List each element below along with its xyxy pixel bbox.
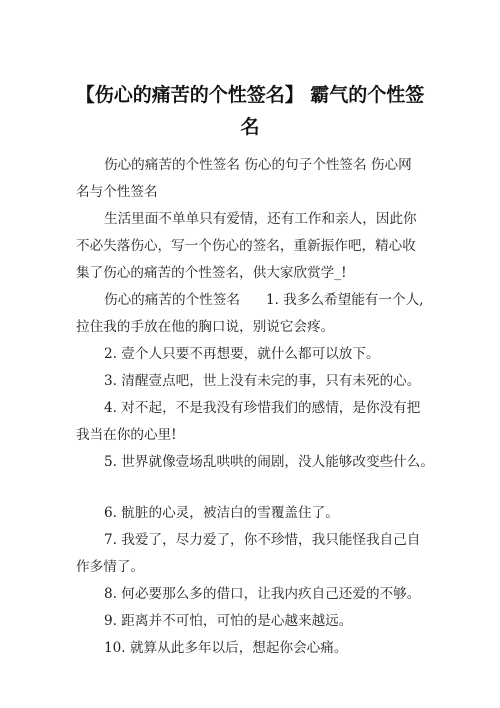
list-item-1: 1. 我多么希望能有一个人, <box>265 292 424 308</box>
list-item-1-continued: 拉住我的手放在他的胸口说，别说它会疼。 <box>76 319 335 335</box>
list-item-5: 5. 世界就像壹场乱哄哄的闹剧，没人能够改变些什么。 <box>104 454 434 470</box>
list-item-6: 6. 骯脏的心灵，被洁白的雪覆盖住了。 <box>104 505 339 521</box>
list-item-7-continued: 作多情了。 <box>76 559 144 575</box>
list-heading: 伤心的痛苦的个性签名 <box>104 292 240 308</box>
paragraph-line-3: 集了伤心的痛苦的个性签名，供大家欣赏学_! <box>76 265 347 281</box>
intro-line-2: 名与个性签名 <box>76 184 158 200</box>
list-heading-line <box>104 290 424 310</box>
list-item-4-continued: 我当在你的心里! <box>76 427 177 443</box>
list-item-2: 2. 壹个人只要不再想要，就什么都可以放下。 <box>104 346 380 362</box>
paragraph-line-1: 生活里面不单单只有爱情，还有工作和亲人，因此你 <box>104 211 417 227</box>
list-item-10: 10. 就算从此多年以后，想起你会心痛。 <box>104 640 348 656</box>
list-item-4: 4. 对不起，不是我没有珍惜我们的感情，是你没有把 <box>104 400 421 416</box>
intro-line-1: 伤心的痛苦的个性签名 伤心的句子个性签名 伤心网 <box>104 157 412 173</box>
list-item-7: 7. 我爱了，尽力爱了，你不珍惜，我只能怪我自己自 <box>104 532 421 548</box>
paragraph-line-2: 不必失落伤心，写一个伤心的签名，重新振作吧，精心收 <box>76 238 416 254</box>
page-title: 【伤心的痛苦的个性签名】 霸气的个性签 <box>75 84 425 106</box>
list-item-3: 3. 清醒壹点吧，世上没有未完的事，只有未死的心。 <box>104 373 421 389</box>
list-item-8: 8. 何必要那么多的借口，让我内疚自己还爱的不够。 <box>104 586 421 602</box>
page-title-continued: 名 <box>240 116 260 138</box>
list-item-9: 9. 距离并不可怕，可怕的是心越来越远。 <box>104 613 353 629</box>
